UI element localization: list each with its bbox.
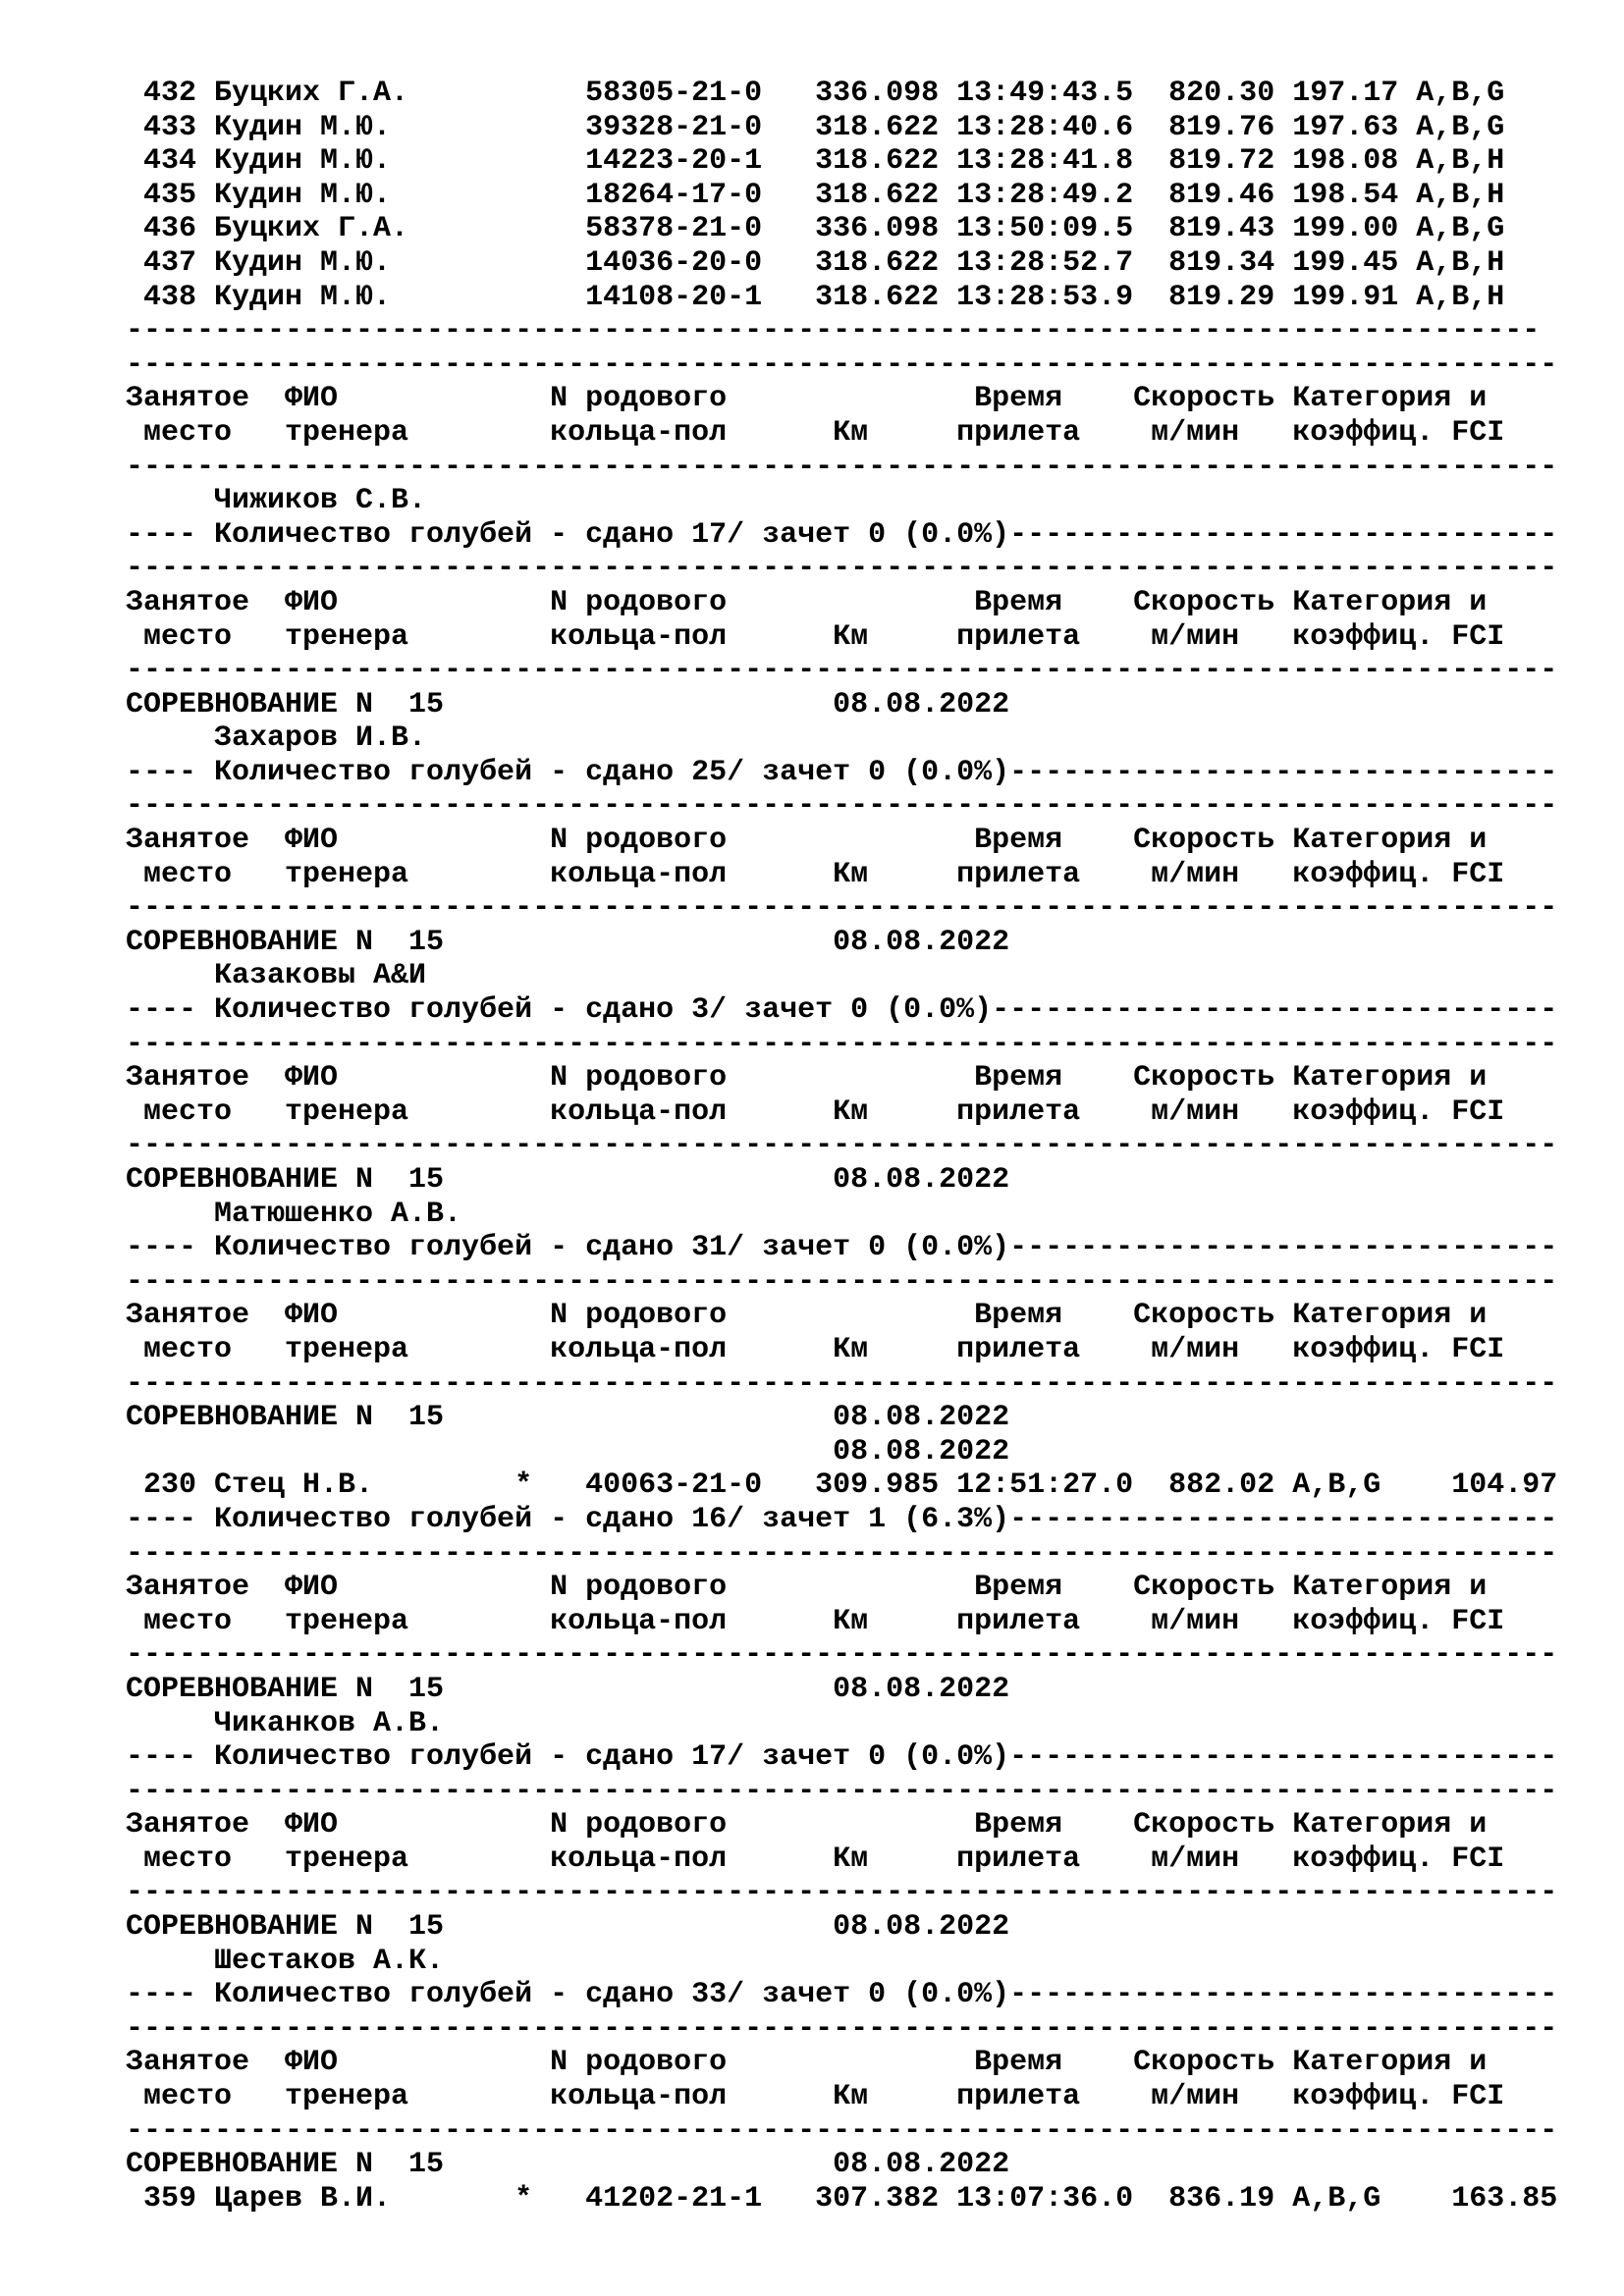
competition-header: СОРЕВНОВАНИЕ N 15 08.08.2022 [126,687,1010,721]
separator-line: --------------------------------------------------------------------------------- [126,1264,1558,1299]
result-row: 438 Кудин М.Ю. 14108-20-1 318.622 13:28:53.9 819.29 199.91 A,B,H [126,280,1505,314]
competition-header: СОРЕВНОВАНИЕ N 15 08.08.2022 [126,1672,1010,1706]
separator-line: --------------------------------------------------------------------------------- [126,1366,1558,1401]
column-header-row: Занятое ФИО N родового Время Скорость Категория и [126,1808,1488,1842]
trainer-name: Чижиков С.В. [126,484,427,518]
column-header-row: место тренера кольца-пол Км прилета м/мин коэффиц. FCI [126,619,1505,654]
separator-line: --------------------------------------------------------------------------------- [126,789,1558,824]
pigeon-count-summary: ---- Количество голубей - сдано 33/ зачет 0 (0.0%)------------------------------- [126,1978,1558,2012]
competition-header: СОРЕВНОВАНИЕ N 15 08.08.2022 [126,1910,1010,1945]
competition-header: СОРЕВНОВАНИЕ N 15 08.08.2022 [126,925,1010,959]
column-header-row: место тренера кольца-пол Км прилета м/мин коэффиц. FCI [126,1604,1505,1638]
separator-line: --------------------------------------------------------------------------------- [126,1876,1558,1910]
trainer-name: Чиканков А.В. [126,1706,445,1740]
column-header-row: Занятое ФИО N родового Время Скорость Категория и [126,824,1488,858]
column-header-row: Занятое ФИО N родового Время Скорость Категория и [126,382,1488,416]
column-header-row: Занятое ФИО N родового Время Скорость Категория и [126,1061,1488,1095]
result-row: 435 Кудин М.Ю. 18264-17-0 318.622 13:28:49.2 819.46 198.54 A,B,H [126,178,1505,212]
trainer-name: Шестаков А.К. [126,1944,445,1978]
result-row: 436 Буцких Г.А. 58378-21-0 336.098 13:50:09.5 819.43 199.00 A,B,G [126,212,1505,246]
separator-line: --------------------------------------------------------------------------------- [126,654,1558,688]
separator-line: --------------------------------------------------------------------------------- [126,1774,1558,1808]
result-row: 434 Кудин М.Ю. 14223-20-1 318.622 13:28:41.8 819.72 198.08 A,B,H [126,144,1505,179]
separator-line: --------------------------------------------------------------------------------- [126,1027,1558,1061]
competition-header: СОРЕВНОВАНИЕ N 15 08.08.2022 [126,1163,1010,1197]
separator-line: --------------------------------------------------------------------------------- [126,2113,1558,2148]
result-row: 432 Буцких Г.А. 58305-21-0 336.098 13:49:43.5 820.30 197.17 A,B,G [126,77,1505,110]
column-header-row: место тренера кольца-пол Км прилета м/мин коэффиц. FCI [126,1095,1505,1129]
column-header-row: место тренера кольца-пол Км прилета м/мин коэффиц. FCI [126,415,1505,450]
pigeon-count-summary: ---- Количество голубей - сдано 17/ зачет 0 (0.0%)------------------------------- [126,517,1558,552]
column-header-row: Занятое ФИО N родового Время Скорость Категория и [126,1299,1488,1333]
separator-line: --------------------------------------------------------------------------------- [126,1129,1558,1163]
separator-line: --------------------------------------------------------------------------------- [126,1536,1558,1571]
separator-line: -------------------------------------------------------------------------------- [126,314,1541,348]
pigeon-count-summary: ---- Количество голубей - сдано 16/ зачет 1 (6.3%)------------------------------- [126,1502,1558,1536]
result-row: 437 Кудин М.Ю. 14036-20-0 318.622 13:28:52.7 819.34 199.45 A,B,H [126,245,1505,280]
trainer-name: Казаковы A&И [126,959,427,993]
column-header-row: место тренера кольца-пол Км прилета м/мин коэффиц. FCI [126,2080,1505,2114]
separator-line: --------------------------------------------------------------------------------- [126,347,1558,382]
pigeon-count-summary: ---- Количество голубей - сдано 31/ зачет 0 (0.0%)------------------------------- [126,1231,1558,1265]
column-header-row: место тренера кольца-пол Км прилета м/мин коэффиц. FCI [126,1332,1505,1366]
separator-line: --------------------------------------------------------------------------------- [126,552,1558,586]
date-line: 08.08.2022 [126,1434,1010,1468]
separator-line: --------------------------------------------------------------------------------- [126,450,1558,484]
column-header-row: Занятое ФИО N родового Время Скорость Категория и [126,585,1488,619]
column-header-row: место тренера кольца-пол Км прилета м/мин коэффиц. FCI [126,1842,1505,1876]
result-row: 359 Царев В.И. * 41202-21-1 307.382 13:07:36.0 836.19 A,B,G 163.85 [126,2181,1558,2216]
competition-header: СОРЕВНОВАНИЕ N 15 08.08.2022 [126,2148,1010,2182]
result-row: 230 Стец Н.В. * 40063-21-0 309.985 12:51:27.0 882.02 A,B,G 104.97 [126,1468,1558,1503]
pigeon-count-summary: ---- Количество голубей - сдано 17/ зачет 0 (0.0%)------------------------------- [126,1740,1558,1775]
trainer-name: Захаров И.В. [126,721,427,756]
results-document [126,77,1598,2216]
trainer-name: Матюшенко А.В. [126,1197,462,1231]
separator-line: --------------------------------------------------------------------------------- [126,891,1558,926]
pigeon-count-summary: ---- Количество голубей - сдано 3/ зачет 0 (0.0%)-------------------------------- [126,993,1558,1028]
separator-line: --------------------------------------------------------------------------------- [126,2011,1558,2046]
result-row: 433 Кудин М.Ю. 39328-21-0 318.622 13:28:40.6 819.76 197.63 A,B,G [126,110,1505,144]
separator-line: --------------------------------------------------------------------------------- [126,1638,1558,1673]
competition-header: СОРЕВНОВАНИЕ N 15 08.08.2022 [126,1401,1010,1435]
column-header-row: место тренера кольца-пол Км прилета м/мин коэффиц. FCI [126,857,1505,891]
column-header-row: Занятое ФИО N родового Время Скорость Категория и [126,2046,1488,2080]
column-header-row: Занятое ФИО N родового Время Скорость Категория и [126,1571,1488,1605]
pigeon-count-summary: ---- Количество голубей - сдано 25/ зачет 0 (0.0%)------------------------------- [126,755,1558,789]
